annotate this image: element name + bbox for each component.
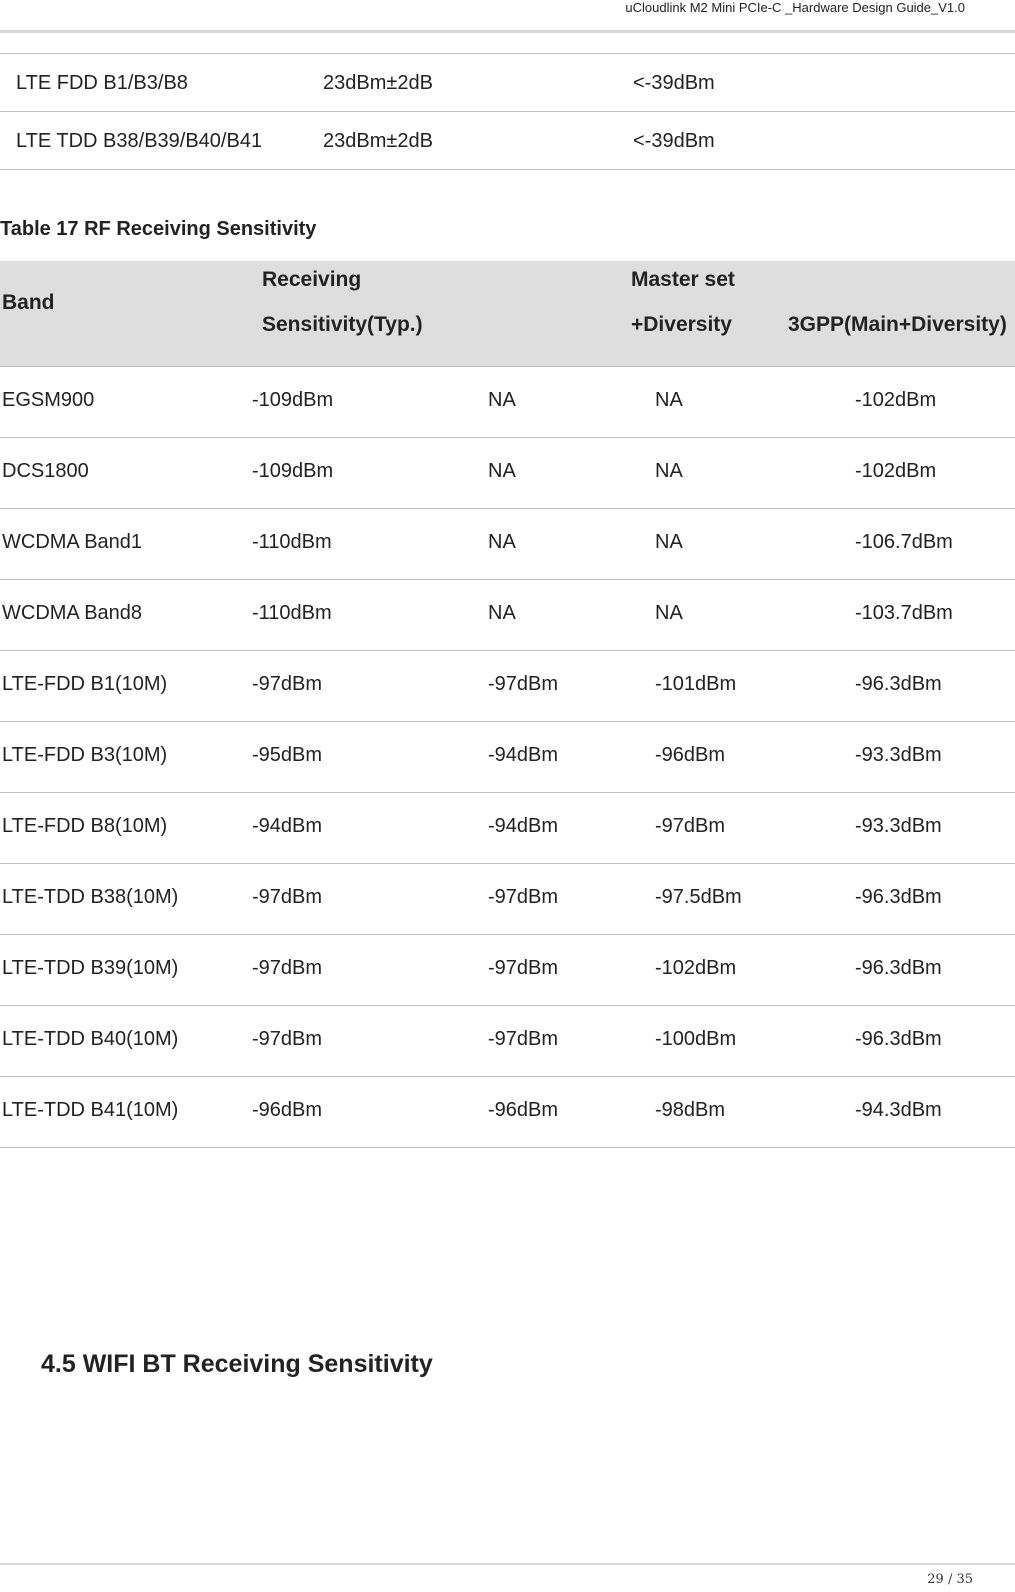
table-row — [0, 863, 1015, 934]
table-cell: LTE-TDD B41(10M) — [2, 1099, 179, 1121]
header-band: Band — [2, 291, 55, 314]
header-receiving-line1: Receiving — [262, 268, 362, 291]
table-cell: NA — [488, 602, 516, 624]
table-cell: -96dBm — [655, 744, 726, 766]
table-cell: -98dBm — [655, 1099, 726, 1121]
table-cell: LTE-FDD B8(10M) — [2, 815, 168, 837]
table-cell: -97dBm — [252, 886, 323, 908]
tx-power-table-continuation — [0, 53, 1015, 170]
table-cell: -94.3dBm — [855, 1099, 942, 1121]
table-cell: -95dBm — [252, 744, 323, 766]
sensitivity-table-body — [0, 366, 1015, 1148]
table-cell: -97dBm — [488, 1028, 559, 1050]
table-cell: -97.5dBm — [655, 886, 742, 908]
table-cell: -100dBm — [655, 1028, 737, 1050]
table-cell: -97dBm — [488, 886, 559, 908]
table-cell: -94dBm — [252, 815, 323, 837]
table-cell: -101dBm — [655, 673, 737, 695]
table-cell: -102dBm — [855, 460, 937, 482]
table-row — [0, 792, 1015, 863]
table-cell: LTE-TDD B40(10M) — [2, 1028, 179, 1050]
header-master-line2: +Diversity — [631, 313, 732, 336]
table-cell: 23dBm±2dB — [323, 130, 433, 152]
table-cell: -96dBm — [488, 1099, 559, 1121]
table-cell: NA — [655, 531, 683, 553]
table-row — [0, 650, 1015, 721]
table-row — [0, 508, 1015, 579]
table-cell: -96.3dBm — [855, 886, 942, 908]
table-cell: -109dBm — [252, 460, 334, 482]
table-cell: -93.3dBm — [855, 744, 942, 766]
header-master-line1: Master set — [631, 268, 735, 291]
table-row — [0, 366, 1015, 437]
table-cell: WCDMA Band8 — [2, 602, 143, 624]
table-cell: <-39dBm — [633, 72, 715, 94]
table-row — [0, 1005, 1015, 1076]
table-cell: NA — [488, 460, 516, 482]
sensitivity-table-header — [0, 261, 1015, 366]
table-cell: -97dBm — [252, 673, 323, 695]
table-row — [0, 579, 1015, 650]
table-cell: -109dBm — [252, 389, 334, 411]
table-cell: -96dBm — [252, 1099, 323, 1121]
table-cell: LTE-FDD B3(10M) — [2, 744, 168, 766]
table-cell: -96.3dBm — [855, 673, 942, 695]
table-cell: -97dBm — [488, 673, 559, 695]
table-cell: -93.3dBm — [855, 815, 942, 837]
table-cell: -106.7dBm — [855, 531, 953, 553]
page-number: 29 / 35 — [927, 1572, 973, 1587]
table-cell: -97dBm — [488, 957, 559, 979]
table-cell: LTE-FDD B1(10M) — [2, 673, 168, 695]
table-cell: 23dBm±2dB — [323, 72, 433, 94]
table-cell: -110dBm — [252, 531, 332, 553]
header-divider — [0, 30, 1015, 33]
table-cell: <-39dBm — [633, 130, 715, 152]
table-cell: NA — [488, 389, 516, 411]
table-cell: LTE TDD B38/B39/B40/B41 — [16, 130, 263, 152]
table-row — [0, 1076, 1015, 1148]
table-cell: WCDMA Band1 — [2, 531, 143, 553]
table-cell: EGSM900 — [2, 389, 95, 411]
table-cell: -103.7dBm — [855, 602, 953, 624]
table-cell: -102dBm — [655, 957, 737, 979]
table-cell: NA — [655, 389, 683, 411]
table-cell: -96.3dBm — [855, 1028, 942, 1050]
header-receiving-line2: Sensitivity(Typ.) — [262, 313, 423, 336]
table-row — [0, 53, 1015, 111]
table-cell: -94dBm — [488, 744, 559, 766]
table-row — [0, 111, 1015, 170]
table-cell: DCS1800 — [2, 460, 89, 482]
footer-divider — [0, 1563, 1015, 1565]
table-cell: NA — [655, 460, 683, 482]
table-cell: -97dBm — [252, 957, 323, 979]
header-3gpp: 3GPP(Main+Diversity) — [788, 313, 1007, 336]
table-cell: LTE-TDD B38(10M) — [2, 886, 179, 908]
document-header: uCloudlink M2 Mini PCIe-C _Hardware Design Guide_V1.0 — [625, 0, 965, 15]
table-row — [0, 721, 1015, 792]
table-cell: NA — [655, 602, 683, 624]
table-cell: -97dBm — [655, 815, 726, 837]
table-cell: NA — [488, 531, 516, 553]
table-caption: Table 17 RF Receiving Sensitivity — [0, 218, 317, 240]
table-row — [0, 934, 1015, 1005]
table-cell: LTE-TDD B39(10M) — [2, 957, 179, 979]
table-cell: -96.3dBm — [855, 957, 942, 979]
table-cell: -110dBm — [252, 602, 332, 624]
table-row — [0, 437, 1015, 508]
table-cell: -102dBm — [855, 389, 937, 411]
table-cell: LTE FDD B1/B3/B8 — [16, 72, 188, 94]
table-cell: -97dBm — [252, 1028, 323, 1050]
table-cell: -94dBm — [488, 815, 559, 837]
section-heading: 4.5 WIFI BT Receiving Sensitivity — [41, 1350, 433, 1378]
